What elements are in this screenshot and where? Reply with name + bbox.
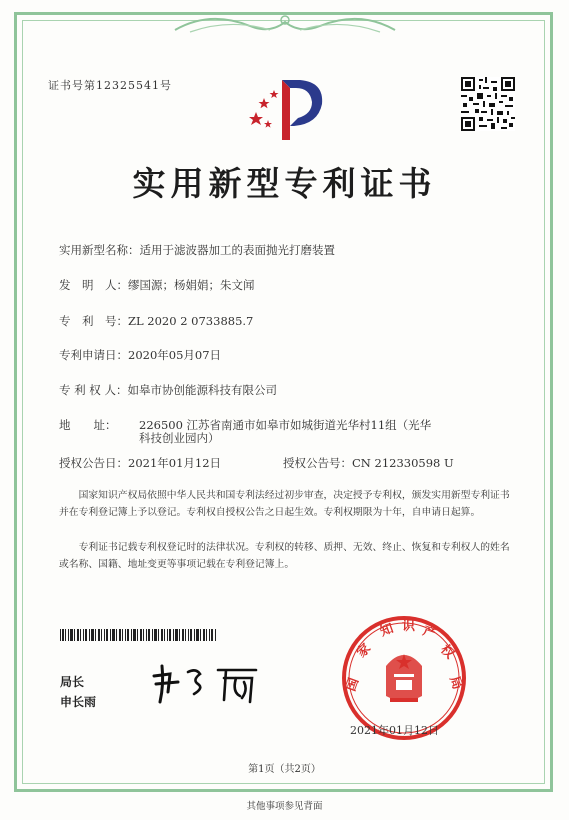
patentee-row bbox=[59, 382, 277, 398]
svg-text:识: 识 bbox=[402, 619, 416, 634]
certificate-title: 实用新型专利证书 bbox=[132, 164, 437, 203]
patent-number-row bbox=[59, 313, 253, 329]
seal-date: 2021年01月12日 bbox=[350, 724, 439, 737]
patent-number-label: 专 利 号： bbox=[59, 314, 128, 328]
svg-text:国: 国 bbox=[343, 676, 363, 694]
filing-date-value: 2020年05月07日 bbox=[128, 348, 222, 362]
address-label: 地 址： bbox=[59, 418, 117, 432]
utility-model-name-value: 适用于滤波器加工的表面抛光打磨装置 bbox=[139, 243, 335, 257]
address-line-1: 226500 江苏省南通市如皋市如城街道光华村11组（光华 bbox=[139, 418, 432, 432]
qr-code-icon bbox=[461, 77, 515, 131]
page-number: 第1页（共2页） bbox=[248, 764, 321, 775]
utility-model-name-row bbox=[59, 242, 335, 258]
legal-status-paragraph: 专利证书记载专利权登记时的法律状况。专利权的转移、质押、无效、终止、恢复和专利权人的姓名或名称、国籍、地址变更等事项记载在专利登记簿上。 bbox=[59, 542, 510, 570]
inventor-value: 缪国源；杨娟娟；朱文闻 bbox=[128, 278, 255, 292]
grant-number-row bbox=[283, 455, 454, 471]
filing-date-label: 专利申请日： bbox=[59, 348, 128, 362]
barcode-icon bbox=[60, 629, 216, 641]
grant-date-row bbox=[59, 455, 221, 471]
address-row bbox=[59, 417, 431, 433]
utility-model-name-label: 实用新型名称： bbox=[59, 243, 140, 257]
director-signature bbox=[148, 658, 266, 706]
svg-text:知: 知 bbox=[378, 621, 396, 640]
grant-date-label: 授权公告日： bbox=[59, 456, 128, 470]
patentee-label: 专 利 权 人： bbox=[59, 383, 128, 397]
back-note: 其他事项参见背面 bbox=[246, 801, 323, 812]
director-title: 局长 bbox=[60, 675, 85, 689]
svg-text:权: 权 bbox=[437, 642, 457, 663]
grant-date-value: 2021年01月12日 bbox=[128, 456, 222, 470]
grant-statement-paragraph: 国家知识产权局依照中华人民共和国专利法经过初步审查，决定授予专利权，颁发实用新型专利证书并在专利登记簿上予以登记。专利权自授权公告之日起生效。专利权期限为十年，自申请日起算。 bbox=[59, 490, 510, 518]
inventor-row bbox=[59, 277, 255, 293]
director-name: 申长雨 bbox=[60, 695, 97, 709]
patent-number-value: ZL 2020 2 0733885.7 bbox=[128, 314, 254, 328]
filing-date-row bbox=[59, 347, 221, 363]
cnipa-emblem-icon bbox=[238, 74, 330, 146]
svg-text:局: 局 bbox=[446, 674, 465, 692]
grant-number-label: 授权公告号： bbox=[283, 456, 352, 470]
patentee-value: 如皋市协创能源科技有限公司 bbox=[127, 383, 277, 397]
top-ornament bbox=[170, 8, 400, 38]
address-line-2: 科技创业园内） bbox=[139, 431, 220, 445]
inventor-label: 发 明 人： bbox=[59, 278, 128, 292]
certificate-number: 证书号第12325541号 bbox=[48, 79, 172, 92]
svg-text:产: 产 bbox=[420, 623, 438, 643]
svg-text:家: 家 bbox=[354, 641, 375, 661]
grant-number-value: CN 212330598 U bbox=[352, 456, 454, 470]
